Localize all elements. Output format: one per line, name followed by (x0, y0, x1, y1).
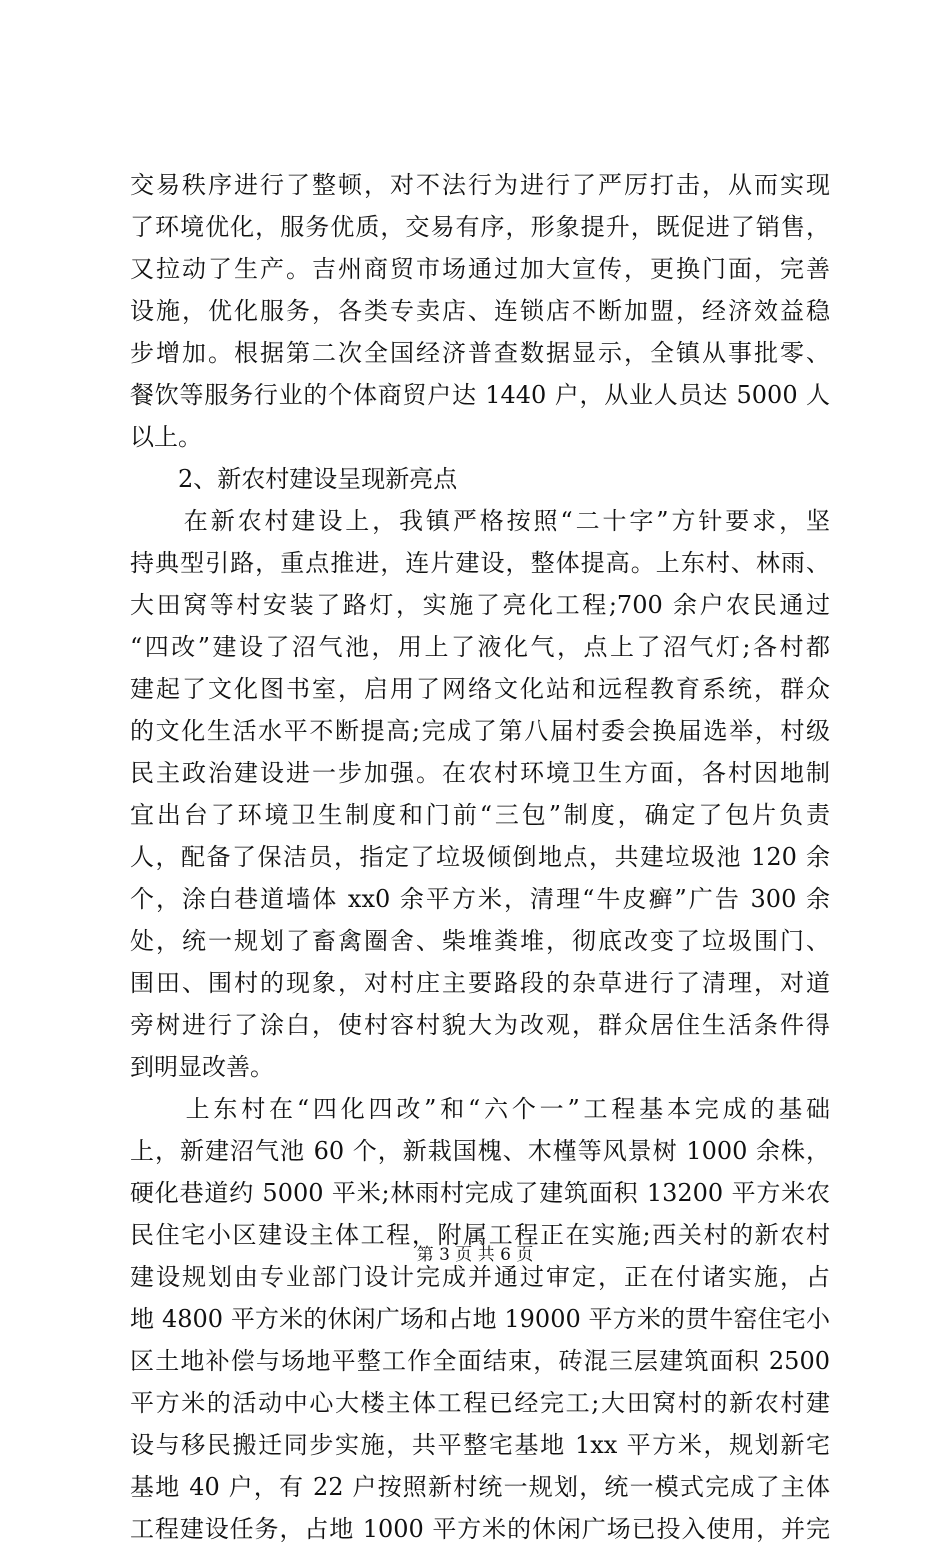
text-line: 又拉动了生产。吉州商贸市场通过加大宣传，更换门面，完善 (130, 255, 830, 283)
text-line: 了环境优化，服务优质，交易有序，形象提升，既促进了销售， (130, 213, 830, 241)
text-line: 宜出台了环境卫生制度和门前“三包”制度，确定了包片负责 (130, 801, 830, 829)
text-line: 建设规划由专业部门设计完成并通过审定，正在付诸实施，占 (130, 1263, 830, 1291)
text-line: 围田、围村的现象，对村庄主要路段的杂草进行了清理，对道 (130, 969, 830, 997)
text-line: 设与移民搬迁同步实施，共平整宅基地 1xx 平方米，规划新宅 (130, 1431, 830, 1459)
text-line: 在新农村建设上，我镇严格按照“二十字”方针要求，坚 (130, 507, 830, 535)
text-line: 地 4800 平方米的休闲广场和占地 19000 平方米的贯牛窑住宅小 (130, 1305, 830, 1333)
text-line: 大田窝等村安装了路灯，实施了亮化工程;700 余户农民通过 (130, 591, 830, 619)
text-line: 个，涂白巷道墙体 xx0 余平方米，清理“牛皮癣”广告 300 余 (130, 885, 830, 913)
text-line: 建起了文化图书室，启用了网络文化站和远程教育系统，群众 (130, 675, 830, 703)
text-line: 工程建设任务，占地 1000 平方米的休闲广场已投入使用，并完 (130, 1515, 830, 1543)
text-line: 民住宅小区建设主体工程，附属工程正在实施;西关村的新农村 (130, 1221, 830, 1249)
text-line: 步增加。根据第二次全国经济普查数据显示，全镇从事批零、 (130, 339, 830, 367)
text-line: 到明显改善。 (130, 1053, 274, 1081)
text-line: 设施，优化服务，各类专卖店、连锁店不断加盟，经济效益稳 (130, 297, 830, 325)
text-line: 持典型引路，重点推进，连片建设，整体提高。上东村、林雨、 (130, 549, 830, 577)
text-line: 硬化巷道约 5000 平米;林雨村完成了建筑面积 13200 平方米农 (130, 1179, 830, 1207)
text-line: 民主政治建设进一步加强。在农村环境卫生方面，各村因地制 (130, 759, 830, 787)
text-line: 餐饮等服务行业的个体商贸户达 1440 户，从业人员达 5000 人 (130, 381, 830, 409)
text-line: “四改”建设了沼气池，用上了液化气，点上了沼气灯;各村都 (130, 633, 830, 661)
text-line: 处，统一规划了畜禽圈舍、柴堆粪堆，彻底改变了垃圾围门、 (130, 927, 830, 955)
text-line: 上东村在“四化四改”和“六个一”工程基本完成的基础 (130, 1095, 830, 1123)
text-line: 上，新建沼气池 60 个，新栽国槐、木槿等风景树 1000 余株， (130, 1137, 830, 1165)
text-line: 2、新农村建设呈现新亮点 (130, 465, 458, 493)
text-line: 人，配备了保洁员，指定了垃圾倾倒地点，共建垃圾池 120 余 (130, 843, 830, 871)
text-line: 交易秩序进行了整顿，对不法行为进行了严厉打击，从而实现 (130, 171, 830, 199)
text-line: 基地 40 户，有 22 户按照新村统一规划，统一模式完成了主体 (130, 1473, 830, 1501)
text-line: 以上。 (130, 423, 202, 451)
text-line: 区土地补偿与场地平整工作全面结束，砖混三层建筑面积 2500 (130, 1347, 830, 1375)
text-line: 平方米的活动中心大楼主体工程已经完工;大田窝村的新农村建 (130, 1389, 830, 1417)
text-line: 的文化生活水平不断提高;完成了第八届村委会换届选举，村级 (130, 717, 830, 745)
text-line: 旁树进行了涂白，使村容村貌大为改观，群众居住生活条件得 (130, 1011, 830, 1039)
page-footer: 第 3 页 共 6 页 (416, 1245, 534, 1265)
document-body (130, 164, 830, 1550)
